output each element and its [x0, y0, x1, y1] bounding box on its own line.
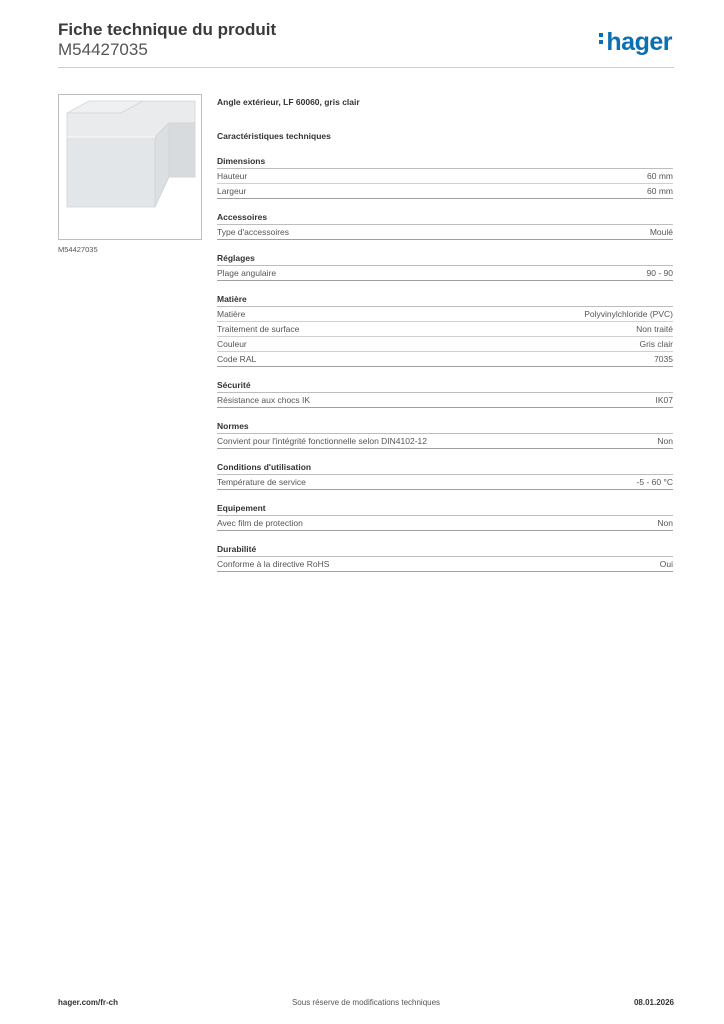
tech-heading: Caractéristiques techniques — [217, 131, 331, 141]
section-equipement — [217, 502, 673, 531]
section-conditions — [217, 461, 673, 490]
product-image — [58, 94, 202, 240]
spec-value: Polyvinylchloride (PVC) — [584, 309, 673, 319]
section-title: Matière — [217, 293, 673, 307]
product-name: Angle extérieur, LF 60060, gris clair — [217, 97, 360, 107]
image-caption: M54427035 — [58, 245, 98, 254]
spec-value: 60 mm — [647, 186, 673, 196]
spec-row — [217, 516, 673, 531]
spec-value: Gris clair — [639, 339, 673, 349]
spec-value: 90 - 90 — [646, 268, 673, 278]
section-durabilite — [217, 543, 673, 572]
section-title: Durabilité — [217, 543, 673, 557]
section-dimensions — [217, 155, 673, 199]
spec-row — [217, 225, 673, 240]
spec-row — [217, 307, 673, 322]
footer-date: 08.01.2026 — [633, 998, 674, 1007]
spec-label: Couleur — [217, 339, 247, 349]
section-title: Normes — [217, 420, 673, 434]
spec-row — [217, 184, 673, 199]
spec-label: Conforme à la directive RoHS — [217, 559, 330, 569]
spec-value: 7035 — [654, 354, 673, 364]
spec-row — [217, 266, 673, 281]
spec-row — [217, 475, 673, 490]
logo-dots-icon — [599, 33, 604, 47]
spec-value: -5 - 60 °C — [636, 477, 673, 487]
footer-website: hager.com/fr-ch — [58, 998, 119, 1007]
spec-label: Matière — [217, 309, 246, 319]
spec-row — [217, 352, 673, 367]
spec-label: Largeur — [217, 186, 247, 196]
spec-label: Code RAL — [217, 354, 257, 364]
section-title: Sécurité — [217, 379, 673, 393]
spec-row — [217, 337, 673, 352]
spec-value: Oui — [659, 559, 673, 569]
section-normes — [217, 420, 673, 449]
document-title: Fiche technique du produit — [58, 20, 277, 39]
spec-value: Non — [657, 518, 673, 528]
section-title: Dimensions — [217, 155, 673, 169]
spec-value: 60 mm — [647, 171, 673, 181]
spec-row — [217, 393, 673, 408]
spec-label: Température de service — [217, 477, 306, 487]
spec-label: Plage angulaire — [217, 268, 277, 278]
corner-piece-illustration — [59, 95, 201, 239]
spec-label: Type d'accessoires — [217, 227, 290, 237]
page-header — [58, 20, 674, 60]
spec-row — [217, 434, 673, 449]
footer-notice: Sous réserve de modifications techniques — [291, 998, 441, 1007]
logo-text: hager — [606, 28, 672, 56]
spec-label: Traitement de surface — [217, 324, 300, 334]
spec-label: Avec film de protection — [217, 518, 303, 528]
section-title: Accessoires — [217, 211, 673, 225]
spec-row — [217, 169, 673, 184]
spec-value: Non traité — [636, 324, 673, 334]
spec-row — [217, 322, 673, 337]
section-reglages — [217, 252, 673, 281]
section-matiere — [217, 293, 673, 367]
spec-label: Hauteur — [217, 171, 248, 181]
header-divider — [58, 67, 674, 68]
section-securite — [217, 379, 673, 408]
section-title: Equipement — [217, 502, 673, 516]
spec-label: Convient pour l'intégrité fonctionnelle selon DIN4102-12 — [217, 436, 428, 446]
spec-row — [217, 557, 673, 572]
spec-value: IK07 — [655, 395, 673, 405]
hager-logo — [599, 28, 672, 57]
spec-content — [217, 95, 673, 572]
spec-value: Moulé — [649, 227, 673, 237]
spec-value: Non — [657, 436, 673, 446]
section-accessoires — [217, 211, 673, 240]
section-title: Conditions d'utilisation — [217, 461, 673, 475]
product-code: M54427035 — [58, 40, 148, 59]
spec-label: Résistance aux chocs IK — [217, 395, 311, 405]
section-title: Réglages — [217, 252, 673, 266]
